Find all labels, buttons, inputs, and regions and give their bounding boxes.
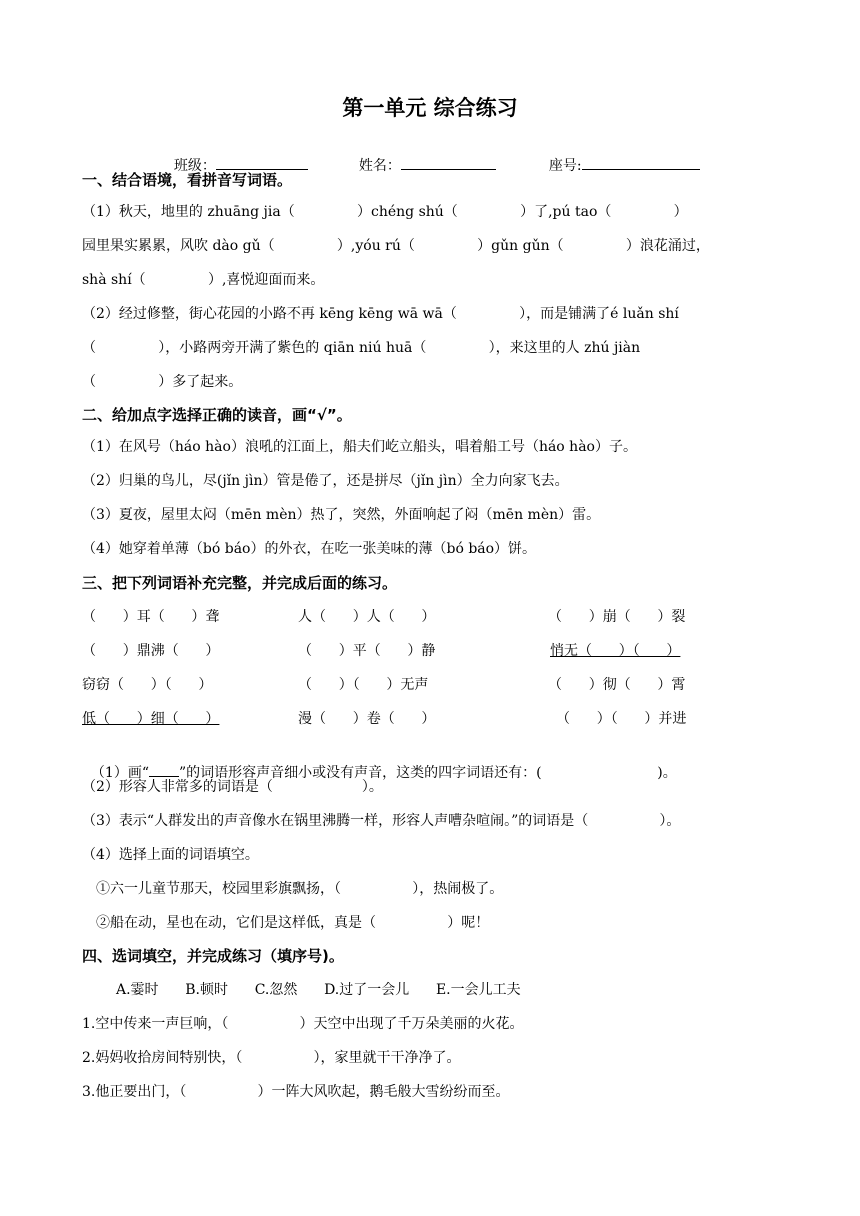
idiom-item: （ ）耳（ ）聋 xyxy=(82,609,220,625)
section-2-heading: 二、给加点字选择正确的读音，画“√”。 xyxy=(82,406,352,424)
section-3-heading: 三、把下列词语补充完整，并完成后面的练习。 xyxy=(82,574,398,592)
s4-line: 1.空中传来一声巨响，（ ）天空中出现了千万朵美丽的火花。 xyxy=(82,1016,524,1032)
seat-field xyxy=(540,135,700,176)
underline-sample xyxy=(149,764,179,777)
s1-line: （2）经过修整，街心花园的小路不再 kēng kēng wā wā（ ），而是铺满了é luǎn shí xyxy=(82,306,679,322)
idiom-item: 漫（ ）卷（ ） xyxy=(298,711,436,727)
s3-question-4a: ①六一儿童节那天，校园里彩旗飘扬，（ ），热闹极了。 xyxy=(96,881,504,897)
idiom-item: （ ）（ ）无声 xyxy=(298,677,429,693)
idiom-item: （ ）鼎沸（ ） xyxy=(82,643,220,659)
q1-prefix: （1）画“ xyxy=(90,765,149,781)
idiom-item: 人（ ）人（ ） xyxy=(298,609,436,625)
s4-line: 2.妈妈收拾房间特别快，（ ），家里就干干净净了。 xyxy=(82,1050,461,1066)
class-blank[interactable] xyxy=(216,155,308,170)
idiom-item: （ ）（ ）并进 xyxy=(556,711,687,727)
s2-line: （3）夏夜，屋里太闷（mēn mèn）热了，突然，外面响起了闷（mēn mèn）雷。 xyxy=(82,507,601,523)
q1-text: ”的词语形容声音细小或没有声音，这类的四字词语还有：( )。 xyxy=(178,765,677,781)
idiom-item: 窃窃（ ）（ ） xyxy=(82,677,213,693)
s3-question-3: （3）表示“人群发出的声音像水在锅里沸腾一样，形容人声嘈杂喧闹。”的词语是（ ）。 xyxy=(82,813,681,829)
s1-line: shà shí（ ）,喜悦迎面而来。 xyxy=(82,272,325,288)
section-1-heading: 一、结合语境，看拼音写词语。 xyxy=(82,171,293,189)
s4-line: 3.他正要出门，（ ）一阵大风吹起，鹅毛般大雪纷纷而至。 xyxy=(82,1084,510,1100)
idiom-item-underlined: 低（ ）细（ ） xyxy=(82,711,220,727)
s2-line: （2）归巢的鸟儿，尽(jǐn jìn）管是倦了，还是拼尽（jǐn jìn）全力向家飞去。 xyxy=(82,473,569,489)
page-title: 第一单元 综合练习 xyxy=(342,96,518,120)
class-label: 班级： xyxy=(173,158,216,174)
s1-line: （ ）多了起来。 xyxy=(82,374,243,390)
seat-blank[interactable] xyxy=(582,155,700,170)
section-4-heading: 四、选词填空，并完成练习（填序号)。 xyxy=(82,947,344,965)
s3-question-4: （4）选择上面的词语填空。 xyxy=(82,847,259,863)
name-label: 姓名： xyxy=(358,158,401,174)
s3-question-4b: ②船在动，星也在动，它们是这样低，真是（ ）呢！ xyxy=(96,915,490,931)
idiom-item: （ ）彻（ ）霄 xyxy=(548,677,686,693)
seat-label: 座号: xyxy=(548,158,582,174)
idiom-item: （ ）崩（ ）裂 xyxy=(548,609,686,625)
s1-line: （1）秋天，地里的 zhuāng jia（ ）chéng shú（ ）了,pú tao（ ） xyxy=(82,204,688,220)
idiom-item: （ ）平（ ）静 xyxy=(298,643,436,659)
s3-question-2: （2）形容人非常多的词语是（ ）。 xyxy=(82,779,383,795)
s2-line: （4）她穿着单薄（bó báo）的外衣，在吃一张美味的薄（bó báo）饼。 xyxy=(82,541,537,557)
s1-line: 园里果实累累，风吹 dào gǔ（ ）,yóu rú（ ）gǔn gǔn（ ）浪花涌过， xyxy=(82,238,710,254)
idiom-item-underlined: 悄无（ ）（ ） xyxy=(550,643,681,659)
name-blank[interactable] xyxy=(401,155,496,170)
options-list: A.霎时 B.顿时 C.忽然 D.过了一会儿 E.一会儿工夫 xyxy=(116,982,521,998)
s2-line: （1）在风号（háo hào）浪吼的江面上，船夫们屹立船头，唱着船工号（háo hào）子。 xyxy=(82,439,637,455)
s1-line: （ ），小路两旁开满了紫色的 qiān niú huā（ ），来这里的人 zhú jiàn xyxy=(82,340,641,356)
name-field xyxy=(350,135,496,176)
